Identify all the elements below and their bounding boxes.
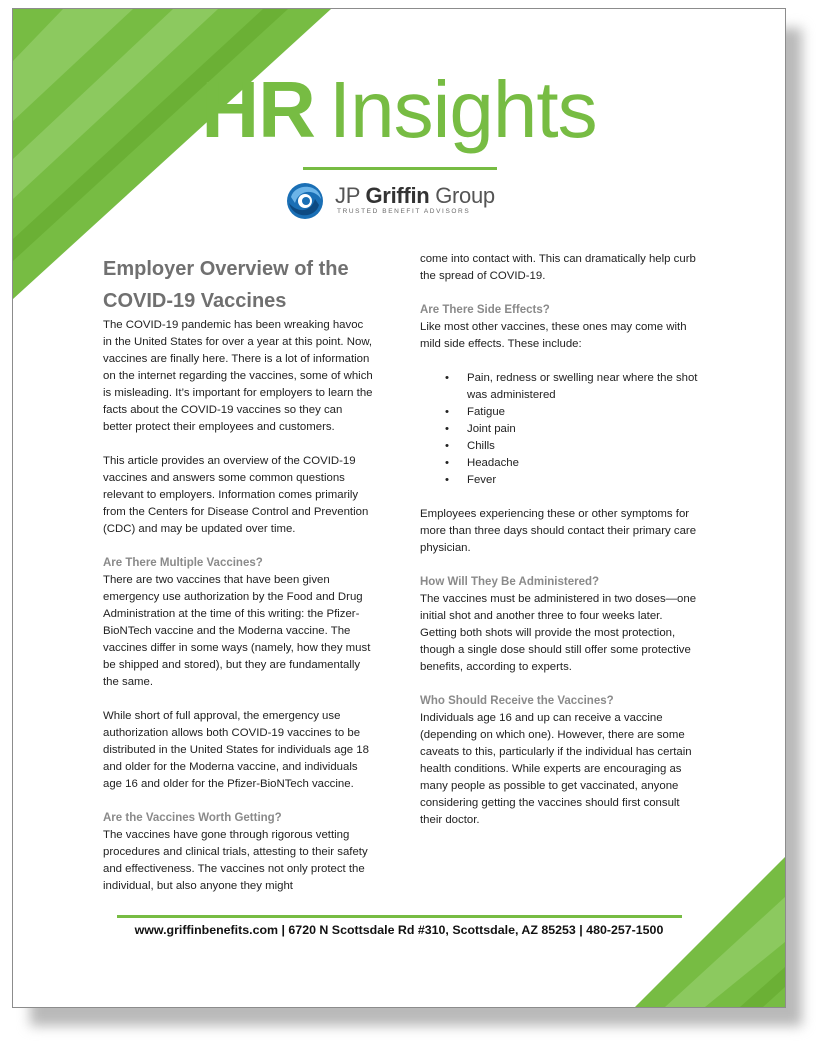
list-item: [420, 404, 698, 421]
logo-griffin: Griffin: [365, 183, 430, 208]
left-column: [103, 253, 373, 895]
bullet-icon: •: [445, 440, 449, 452]
paragraph-multiple-vaccines-1: There are two vaccines that have been given emergency use authorization by the Food and Drug Administration at the time of this writing: the Pfizer-BioNTech vaccine and the Moderna vaccine. The vaccines differ in some ways (namely, how they must be shipped and stored), but they are fundamentally the same.: [103, 574, 371, 688]
footer-rule: [117, 915, 682, 918]
intro-paragraph-1: The COVID-19 pandemic has been wreaking havoc in the United States for over a year at this point. Now, vaccines are finally here. There is a lot of information on the internet regarding the vaccines, some of which is misleading. It’s important for employers to learn the facts about the COVID-19 vaccines so they can better protect their employees and customers.: [103, 319, 373, 433]
list-item-text: Chills: [467, 440, 495, 452]
section-heading-multiple-vaccines: Are There Multiple Vaccines?: [103, 557, 263, 569]
intro-paragraph-2: This article provides an overview of the COVID-19 vaccines and answers some common questions relevant to employers. Information comes primarily from the Centers for Disease Control and Prevention (CDC) and may be updated over time.: [103, 455, 369, 535]
bullet-icon: •: [445, 406, 449, 418]
paragraph-side-effects-followup: Employees experiencing these or other symptoms for more than three days should contact their primary care physician.: [420, 508, 697, 554]
right-column: [420, 251, 698, 829]
list-item: [420, 370, 698, 404]
list-item-text: Pain, redness or swelling near where the shot was administered: [467, 372, 698, 401]
paragraph-multiple-vaccines-2: While short of full approval, the emergency use authorization allows both COVID-19 vaccines to be distributed in the United States for individuals age 18 and older for the Moderna vaccine, and individuals age 16 and older for the Pfizer-BioNTech vaccine.: [103, 710, 369, 790]
bullet-icon: •: [445, 372, 449, 384]
section-heading-who-should-receive: Who Should Receive the Vaccines?: [420, 695, 614, 707]
list-item: [420, 438, 698, 455]
paragraph-worth-getting-part-2: come into contact with. This can dramatically help curb the spread of COVID-19.: [420, 253, 696, 282]
company-logo: [285, 179, 525, 223]
article-title: Employer Overview of the COVID-19 Vaccines: [103, 258, 349, 312]
list-item-text: Fatigue: [467, 406, 505, 418]
logo-jp: JP: [335, 183, 360, 208]
paragraph-side-effects-intro: Like most other vaccines, these ones may come with mild side effects. These include:: [420, 321, 687, 350]
document-page: [12, 8, 786, 1008]
side-effects-list: [420, 370, 698, 489]
title-hr: HR: [201, 65, 315, 154]
list-item: [420, 455, 698, 472]
paragraph-who-should-receive: Individuals age 16 and up can receive a vaccine (depending on which one). However, there are some caveats to this, particularly if the individual has certain health conditions. While experts are encouraging as many people as possible to get vaccinated, anyone considering getting the vaccines should first consult their doctor.: [420, 712, 692, 826]
list-item: [420, 421, 698, 438]
logo-group: Group: [435, 183, 495, 208]
footer-contact: www.griffinbenefits.com | 6720 N Scottsdale Rd #310, Scottsdale, AZ 85253 | 480-257-1500: [134, 923, 664, 937]
section-heading-administered: How Will They Be Administered?: [420, 576, 600, 588]
newsletter-title: [13, 65, 785, 155]
bullet-icon: •: [445, 423, 449, 435]
list-item-text: Headache: [467, 457, 519, 469]
list-item-text: Joint pain: [467, 423, 516, 435]
section-heading-worth-getting: Are the Vaccines Worth Getting?: [103, 812, 282, 824]
section-heading-side-effects: Are There Side Effects?: [420, 304, 550, 316]
swirl-logo-icon: [285, 179, 325, 223]
bullet-icon: •: [445, 474, 449, 486]
title-insights: Insights: [328, 65, 597, 154]
list-item-text: Fever: [467, 474, 497, 486]
bullet-icon: •: [445, 457, 449, 469]
paragraph-administered: The vaccines must be administered in two doses—one initial shot and another three to four weeks later. Getting both shots will provide the most protection, though a single dose should still offer some protective benefits, according to experts.: [420, 593, 697, 673]
logo-wordmark: [335, 183, 495, 209]
title-underline: [303, 167, 497, 170]
paragraph-worth-getting-part-1: The vaccines have gone through rigorous vetting procedures and clinical trials, attesting to their safety and effectiveness. The vaccines not only protect the individual, but also anyone they might: [103, 829, 368, 892]
list-item: [420, 472, 698, 489]
logo-tagline: TRUSTED BENEFIT ADVISORS: [337, 208, 471, 215]
